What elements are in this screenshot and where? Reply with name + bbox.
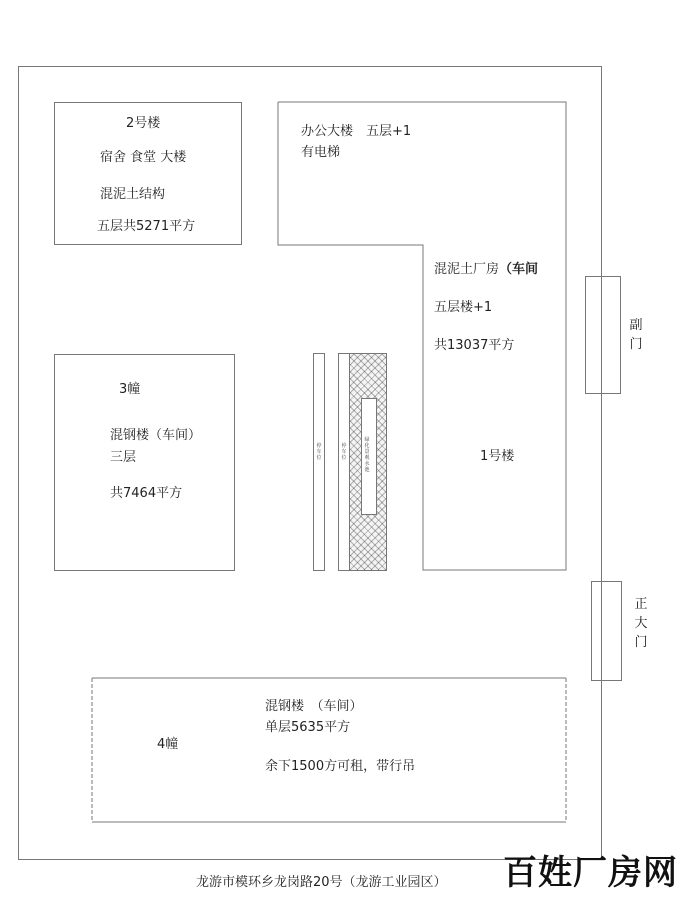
- building-1-floors: 五层楼+1: [434, 300, 493, 315]
- office-line-2: 有电梯: [301, 145, 341, 160]
- building-2-area: 五层共5271平方: [97, 219, 196, 234]
- watermark-logo: 百姓厂房网: [503, 853, 678, 893]
- building-2-use: 宿舍 食堂 大楼: [100, 150, 187, 165]
- building-2-structure: 混泥土结构: [100, 187, 166, 202]
- building-4-note: 余下1500方可租，带行吊: [265, 759, 416, 774]
- building-3-type: 混钢楼（车间）: [110, 428, 202, 443]
- building-1-type-text: 混泥土厂房: [434, 262, 500, 277]
- building-1-area: 共13037平方: [434, 338, 515, 353]
- building-1-name: 1号楼: [480, 449, 515, 464]
- building-3-floors: 三层: [110, 450, 137, 465]
- address-caption: 龙游市模环乡龙岗路20号（龙游工业园区）: [196, 875, 447, 890]
- building-2-name: 2号楼: [126, 116, 161, 131]
- building-3-area: 共7464平方: [110, 486, 183, 501]
- main-gate-label: 正大门: [634, 597, 648, 650]
- side-gate-label: 副门: [629, 318, 643, 352]
- building-3-name: 3幢: [119, 382, 141, 397]
- landscape-label: 绿化景观水池: [364, 437, 370, 473]
- building-4-area: 单层5635平方: [265, 720, 351, 735]
- building-1-type-suffix: （车间: [499, 262, 539, 277]
- office-line-1: 办公大楼 五层+1: [301, 124, 412, 139]
- building-4-type: 混钢楼 （车间）: [265, 699, 363, 714]
- building-4-name: 4幢: [157, 737, 179, 752]
- parking-left-label: 停车位: [316, 443, 322, 461]
- parking-right-label: 停车位: [341, 443, 347, 461]
